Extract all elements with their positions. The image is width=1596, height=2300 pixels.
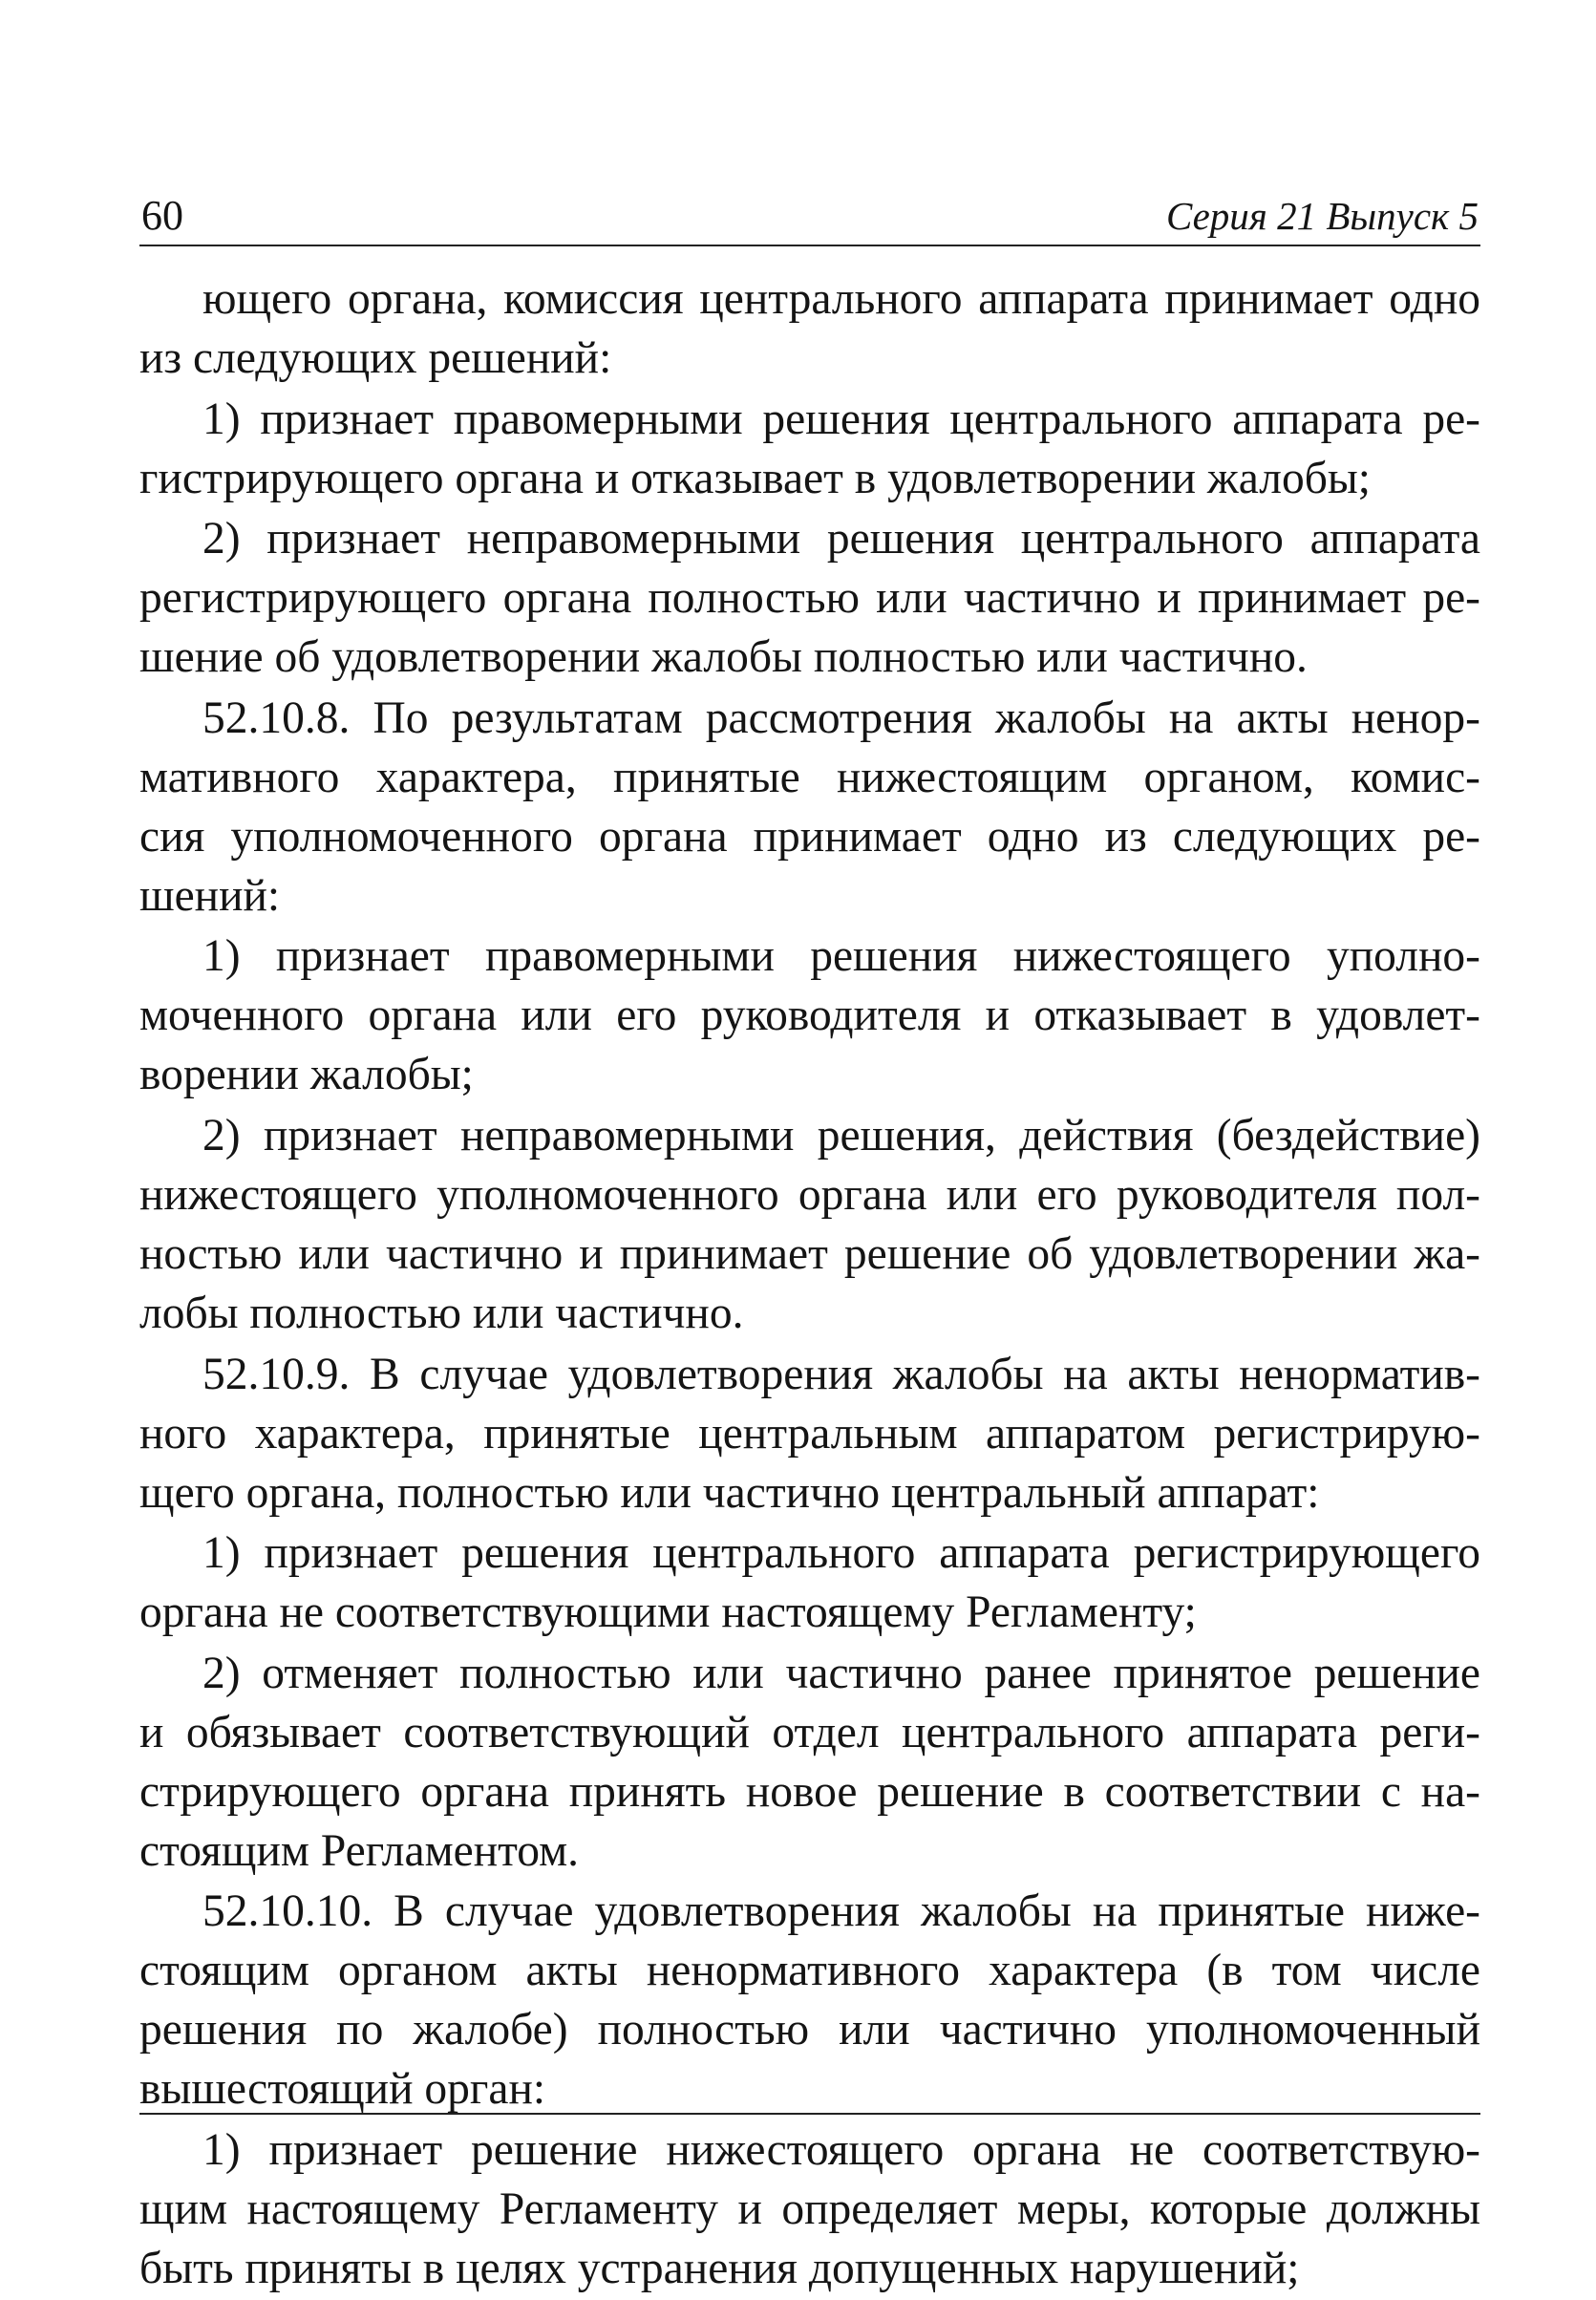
text-line: щего органа, полностью или частично центральный аппарат: — [139, 1467, 1320, 1518]
text-line: 1) признает решение нижестоящего органа не соответствую- — [202, 2124, 1480, 2175]
footer-rule — [139, 2113, 1480, 2115]
paragraph — [139, 269, 1480, 388]
text-line: быть приняты в целях устранения допущенных нарушений; — [139, 2243, 1300, 2293]
text-line: лобы полностью или частично. — [139, 1288, 744, 1338]
paragraph — [139, 1882, 1480, 2119]
text-line: ностью или частично и принимает решение об удовлетворении жа- — [139, 1228, 1480, 1279]
text-line: ющего органа, комиссия центрального аппарата принимает одно — [202, 274, 1480, 324]
paragraph — [139, 509, 1480, 687]
text-line: 1) признает правомерными решения центрального аппарата ре- — [202, 394, 1480, 444]
text-line: сия уполномоченного органа принимает одно из следующих ре- — [139, 811, 1480, 862]
text-line: вышестоящий орган: — [139, 2064, 546, 2115]
text-line: 2) отменяет полностью или частично ранее принятое решение — [202, 1648, 1480, 1698]
text-line: 1) признает правомерными решения нижестоящего уполно- — [202, 931, 1480, 982]
text-line: регистрирующего органа полностью или частично и принимает ре- — [139, 573, 1480, 624]
text-line: стрирующего органа принять новое решение в соответствии с на- — [139, 1766, 1480, 1817]
text-line: ворении жалобы; — [139, 1050, 474, 1100]
running-header — [139, 191, 1480, 245]
text-line: ного характера, принятые центральным аппаратом регистрирую- — [139, 1408, 1480, 1459]
text-line: щим настоящему Регламенту и определяет меры, которые должны — [139, 2183, 1480, 2234]
paragraph — [139, 926, 1480, 1104]
text-line: стоящим органом акты ненормативного характера (в том числе — [139, 1946, 1480, 1996]
text-line: органа не соответствующими настоящему Регламенту; — [139, 1587, 1197, 1638]
page-number: 60 — [141, 192, 183, 239]
header-rule — [139, 245, 1480, 246]
text-line: моченного органа или его руководителя и отказывает в удовлет- — [139, 990, 1480, 1041]
series-title: Серия 21 Выпуск 5 — [1165, 194, 1479, 238]
text-line: из следующих решений: — [139, 333, 612, 383]
text-line: шение об удовлетворении жалобы полностью или частично. — [139, 632, 1308, 683]
paragraph — [139, 689, 1480, 926]
book-page — [139, 0, 1480, 2293]
paragraph — [139, 390, 1480, 508]
text-line: стоящим Регламентом. — [139, 1825, 580, 1876]
body-text — [139, 269, 1480, 2300]
text-line: 52.10.10. В случае удовлетворения жалобы на принятые ниже- — [202, 1886, 1480, 1937]
text-line: мативного характера, принятые нижестоящим органом, комис- — [139, 752, 1480, 802]
text-line: решения по жалобе) полностью или частично уполномоченный — [139, 2005, 1480, 2055]
paragraph — [139, 2120, 1480, 2298]
text-line: шений: — [139, 870, 281, 921]
text-line: 52.10.8. По результатам рассмотрения жалобы на акты ненор- — [202, 692, 1480, 743]
paragraph — [139, 1523, 1480, 1642]
text-line: нижестоящего уполномоченного органа или его руководителя пол- — [139, 1169, 1480, 1220]
paragraph — [139, 1345, 1480, 1523]
text-line: гистрирующего органа и отказывает в удовлетворении жалобы; — [139, 453, 1371, 503]
paragraph — [139, 1644, 1480, 1881]
text-line: 52.10.9. В случае удовлетворения жалобы на акты ненорматив- — [202, 1349, 1480, 1399]
text-line: 2) признает неправомерными решения центрального аппарата — [202, 514, 1480, 564]
paragraph — [139, 1106, 1480, 1343]
text-line: 2) признает неправомерными решения, действия (бездействие) — [202, 1110, 1480, 1161]
text-line: 1) признает решения центрального аппарата регистрирующего — [202, 1528, 1480, 1579]
text-line: и обязывает соответствующий отдел центрального аппарата реги- — [139, 1707, 1480, 1757]
